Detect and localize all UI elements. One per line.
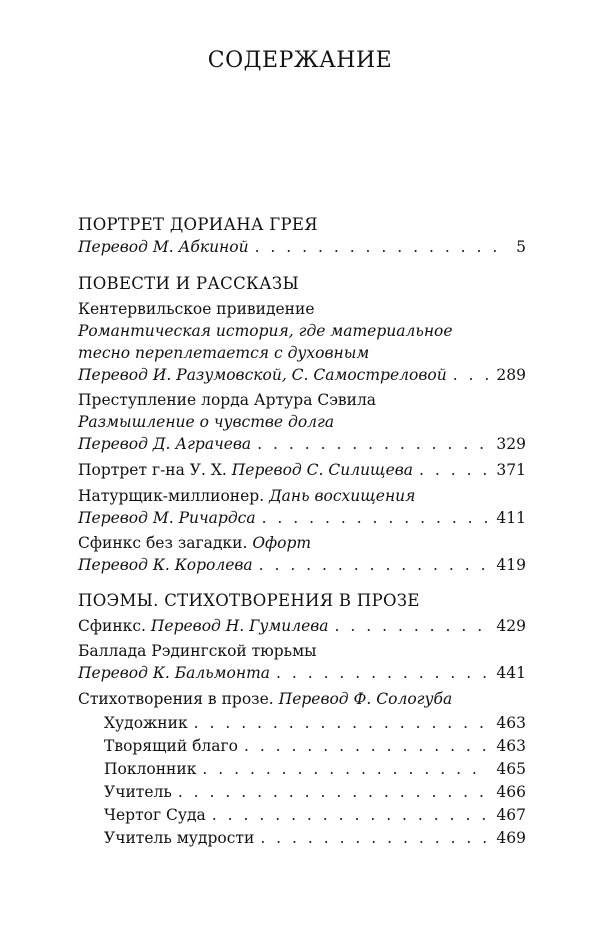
entry-title: Портрет г-на У. Х. [78,461,227,479]
toc-entry-subtitle [78,320,526,342]
translator-credit: Перевод Ф. Сологуба [278,690,453,708]
subentry-title: Творящий благо [104,737,238,755]
toc-entry-title[interactable] [78,485,526,507]
toc-entry[interactable] [78,507,526,529]
translator-credit: Перевод И. Разумовской, С. Самостреловой [78,366,447,384]
translator-credit: Перевод К. Королева [78,556,253,574]
page-number: 465 [496,760,526,778]
page-number: 371 [496,461,526,479]
page-number: 429 [496,617,526,635]
subentry-title: Поклонник [104,760,197,778]
page-number: 419 [496,556,526,574]
toc-subentry[interactable] [104,735,526,757]
dot-leader [255,236,509,258]
page-number: 463 [496,714,526,732]
toc-entry[interactable] [78,662,526,684]
toc-entry-subtitle [78,342,526,364]
section-heading-text: ПОЭМЫ. СТИХОТВОРЕНИЯ В ПРОЗЕ [78,591,420,610]
entry-subtitle: Романтическая история, где материальное [78,322,453,340]
page-number: 466 [496,783,526,801]
dot-leader [262,507,489,529]
dot-leader [453,364,489,386]
dot-leader [178,781,489,803]
subentry-title: Чертог Суда [104,806,206,824]
toc-subentry[interactable] [104,712,526,734]
toc-entry[interactable] [78,433,526,455]
section-heading [78,273,526,295]
entry-title: Натурщик-миллионер. [78,487,265,505]
subentry-title: Художник [104,714,188,732]
toc-entry-title[interactable] [78,298,526,320]
page-number: 329 [496,435,526,453]
section-heading-text: ПОРТРЕТ ДОРИАНА ГРЕЯ [78,215,318,234]
translator-credit: Перевод Д. Аграчева [78,435,252,453]
toc-entry-subtitle [78,411,526,433]
translator-credit: Перевод М. Ричардса [78,509,256,527]
toc-entry[interactable] [78,236,526,258]
toc-subentry[interactable] [104,781,526,803]
dot-leader [276,662,488,684]
entry-title: Сфинкс без загадки. [78,534,248,552]
entry-subtitle: Офорт [252,534,312,552]
subentry-title: Учитель мудрости [104,829,255,847]
toc-subentry[interactable] [104,758,526,780]
dot-leader [194,712,489,734]
entry-title: Преступление лорда Артура Сэвила [78,391,377,409]
toc-entry-title[interactable] [78,532,526,554]
page-title: СОДЕРЖАНИЕ [207,48,393,73]
dot-leader [244,735,488,757]
toc-entry[interactable] [78,364,526,386]
section-heading-text: ПОВЕСТИ И РАССКАЗЫ [78,274,300,293]
toc-subentry[interactable] [104,827,526,849]
entry-subtitle: Дань восхищения [269,487,416,505]
toc-entry-title[interactable] [78,688,526,710]
toc-subentry[interactable] [104,804,526,826]
dot-leader [257,433,488,455]
translator-credit: Перевод Н. Гумилева [150,617,329,635]
toc-entry[interactable] [78,554,526,576]
translator-credit: Перевод К. Бальмонта [78,664,271,682]
entry-subtitle: тесно переплетается с духовным [78,344,370,362]
dot-leader [335,615,489,637]
page-number: 463 [496,737,526,755]
entry-title: Кентервильское привидение [78,300,315,318]
page-number: 5 [516,238,526,256]
translator-credit: Перевод М. Абкиной [78,238,249,256]
entry-title: Стихотворения в прозе. [78,690,274,708]
subentry-title: Учитель [104,783,172,801]
translator-credit: Перевод С. Силищева [231,461,414,479]
dot-leader [419,459,488,481]
toc-entry-title[interactable] [78,389,526,411]
entry-title: Сфинкс. [78,617,146,635]
entry-subtitle: Размышление о чувстве долга [78,413,335,431]
toc-entry[interactable] [78,459,526,481]
page-number: 467 [496,806,526,824]
dot-leader [212,804,489,826]
dot-leader [259,554,489,576]
entry-title: Баллада Рэдингской тюрьмы [78,642,317,660]
page-number: 289 [496,366,526,384]
dot-leader [260,827,488,849]
toc-entry-title[interactable] [78,640,526,662]
page-number: 411 [496,509,526,527]
toc-entry[interactable] [78,615,526,637]
dot-leader [202,758,488,780]
page-number: 441 [496,664,526,682]
section-heading [78,214,526,236]
section-heading [78,590,526,612]
page-number: 469 [496,829,526,847]
